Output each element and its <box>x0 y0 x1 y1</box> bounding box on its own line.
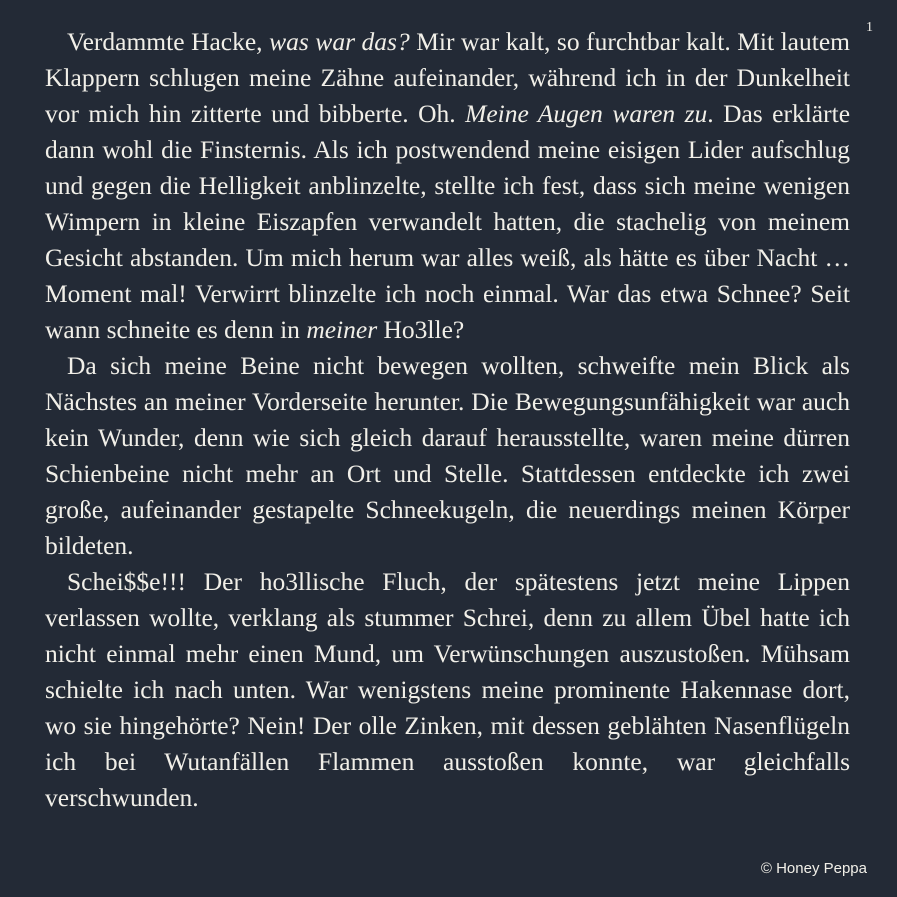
paragraph-3 <box>45 564 850 816</box>
text-segment: Da sich meine Beine nicht bewegen wollten, schweifte mein Blick als Nächstes an meiner Vorderseite herunter. Die Bewegungsunfähigkeit war auch kein Wunder, denn wie sich gleich darauf herausstellte, waren meine dürren Schienbeine nicht mehr an Ort und Stelle. Stattdessen entdeckte ich zwei große, aufeinander gestapelte Schneekugeln, die neuerdings meinen Körper bildeten. <box>45 351 850 560</box>
text-segment: Mir war kalt, so furchtbar kalt. Mit lautem Klappern schlugen meine Zähne aufeinander, während ich in der Dunkelheit vor mich hin zitterte und bibberte. Oh. <box>45 27 850 128</box>
page-number: 1 <box>866 20 873 35</box>
text-segment: Schei$$e!!! Der ho3llische Fluch, der spätestens jetzt meine Lippen verlassen wollte, verklang als stummer Schrei, denn zu allem Übel hatte ich nicht einmal mehr einen Mund, um Verwünschungen auszustoßen. Mühsam schielte ich nach unten. War wenigstens meine prominente Hakennase dort, wo sie hingehörte? Nein! Der olle Zinken, mit dessen geblähten Nasenflügeln ich bei Wutanfällen Flammen ausstoßen konnte, war gleichfalls verschwunden. <box>45 567 850 812</box>
italic-segment: meiner <box>306 315 378 344</box>
paragraph-1 <box>45 24 850 348</box>
paragraph-2 <box>45 348 850 564</box>
copyright-notice: © Honey Peppa <box>760 860 867 877</box>
text-segment: Ho3lle? <box>377 315 465 344</box>
text-segment: Verdammte Hacke, <box>67 27 270 56</box>
italic-segment: Meine Augen waren zu <box>465 99 708 128</box>
text-segment: . Das erklärte dann wohl die Finsternis. Als ich postwendend meine eisigen Lider aufschlug und gegen die Helligkeit anblinzelte, stellte ich fest, dass sich meine wenigen Wimpern in kleine Eiszapfen verwandelt hatten, die stachelig von meinem Gesicht abstanden. Um mich herum war alles weiß, als hätte es über Nacht … Moment mal! Verwirrt blinzelte ich noch einmal. War das etwa Schnee? Seit wann schneite es denn in <box>45 99 851 344</box>
story-text <box>45 24 850 816</box>
italic-segment: was war das? <box>269 27 410 56</box>
